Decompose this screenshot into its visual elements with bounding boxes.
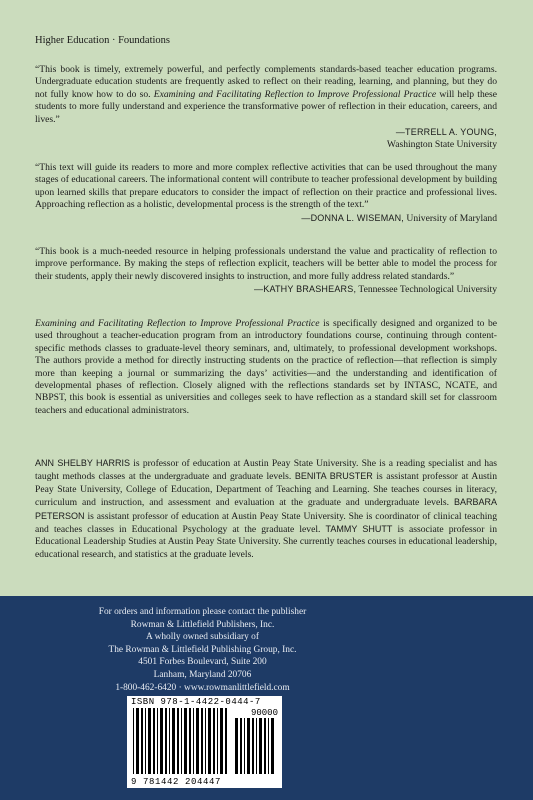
endorsement-wiseman bbox=[35, 162, 497, 225]
publisher-footer bbox=[0, 596, 533, 800]
barcode bbox=[127, 696, 282, 788]
description-text: is specifically designed and organized to be used throughout a teacher-education program from an introductory foundations course, continuing through content-specific methods classes to graduate-level theory seminars, and, ultimately, to professional development workshops. The authors provide a method for directly instructing students on the practice of reflection—that reflection is simply more than keeping a journal or summarizing the days’ activities—and the understanding and identification of developmental phases of reflection. Closely aligned with the reflections standards set by INTASC, NCATE, and NBPST, this book is essential as universities and colleges seek to have reflection as a standard skill set for classroom teachers and educational administrators. bbox=[35, 318, 497, 416]
quote-text: will help these students to more fully understand and experience the transformative power of reflection in their education, careers, and lives.” bbox=[35, 88, 498, 125]
ean-barcode-icon bbox=[133, 708, 231, 774]
endorsement-brashears bbox=[35, 246, 497, 297]
publisher-line: 4501 Forbes Boulevard, Suite 200 bbox=[138, 657, 267, 668]
book-description bbox=[35, 318, 497, 417]
author-bio: is assistant professor at Austin Peay State University, College of Education, Department of Teaching and Learning. She teaches courses in literacy, curriculum and instruction, and assessment and evaluation at the graduate and undergraduate levels. bbox=[35, 471, 497, 509]
isbn-text: ISBN 978-1-4422-0444-7 bbox=[131, 697, 261, 707]
quote-author: —TERRELL A. YOUNG, bbox=[395, 127, 497, 138]
publisher-line: The Rowman & Littlefield Publishing Group, Inc. bbox=[108, 644, 297, 655]
author-name: ANN SHELBY HARRIS bbox=[35, 458, 130, 468]
quote-attribution bbox=[301, 212, 497, 225]
book-title: Examining and Facilitating Reflection to Improve Professional Practice bbox=[35, 318, 320, 329]
quote-text: “This book is a much-needed resource in helping professionals understand the value and practicality of reflection to improve performance. By making the steps of reflection explicit, teachers will be better able to model the process for their students, apply their newly discovered insights to instruction, and more fully address related standards.” bbox=[35, 246, 497, 282]
ean-text: 9 781442 204447 bbox=[131, 777, 222, 787]
author-name: BENITA BRUSTER bbox=[294, 471, 373, 482]
endorsement-young bbox=[35, 64, 497, 152]
addon-barcode-icon bbox=[235, 718, 277, 774]
publisher-line: A wholly owned subsidiary of bbox=[145, 632, 259, 643]
publisher-info bbox=[0, 606, 405, 694]
quote-affiliation: University of Maryland bbox=[406, 212, 497, 224]
publisher-line: 1-800-462-6420 · www.rowmanlittlefield.com bbox=[115, 682, 290, 693]
quote-text: “This book is timely, extremely powerful, and perfectly complements standards-based teacher education programs. Undergraduate education students are frequently asked to reflect on their reading, learning, and planning, but they do not fully know how to do so. bbox=[35, 64, 497, 100]
quote-author: —DONNA L. WISEMAN, bbox=[301, 212, 404, 223]
publisher-line: Lanham, Maryland 20706 bbox=[153, 669, 252, 680]
quote-attribution bbox=[35, 126, 497, 152]
book-title: Examining and Facilitating Reflection to Improve Professional Practice bbox=[153, 88, 437, 100]
author-bio: is assistant professor of education at Austin Peay State University. She is coordinator of clinical teaching and teaches classes in Educational Psychology at the graduate level. bbox=[35, 510, 497, 536]
quote-attribution bbox=[254, 283, 497, 296]
author-name: BARBARA PETERSON bbox=[35, 497, 497, 521]
quote-text: “This text will guide its readers to more and more complex reflective activities that can be used throughout the many stages of educational careers. The informational content will contribute to teacher professional development by building upon learned skills that prepare educators to consider the impact of reflection on their practice and professional lives. Approaching reflection as a holistic, developmental process is the strength of the text.” bbox=[35, 162, 497, 211]
publisher-line: For orders and information please contact the publisher bbox=[98, 607, 307, 617]
price-code: 90000 bbox=[250, 708, 278, 718]
quote-affiliation: Tennessee Technological University bbox=[358, 284, 497, 296]
publisher-line: Rowman & Littlefield Publishers, Inc. bbox=[130, 619, 275, 630]
author-name: TAMMY SHUTT bbox=[325, 524, 393, 535]
category-label: Higher Education · Foundations bbox=[35, 35, 171, 46]
author-bio: is professor of education at Austin Peay State University. She is a reading specialist and has taught methods classes at the undergraduate and graduate levels. bbox=[35, 458, 497, 483]
quote-author: —KATHY BRASHEARS, bbox=[254, 284, 357, 295]
quote-affiliation: Washington State University bbox=[386, 139, 497, 151]
author-bio: is associate professor in Educational Leadership Studies at Austin Peay State University. She currently teaches courses in educational leadership, educational research, and statistics at the graduate levels. bbox=[35, 524, 497, 560]
author-bios bbox=[35, 457, 497, 561]
